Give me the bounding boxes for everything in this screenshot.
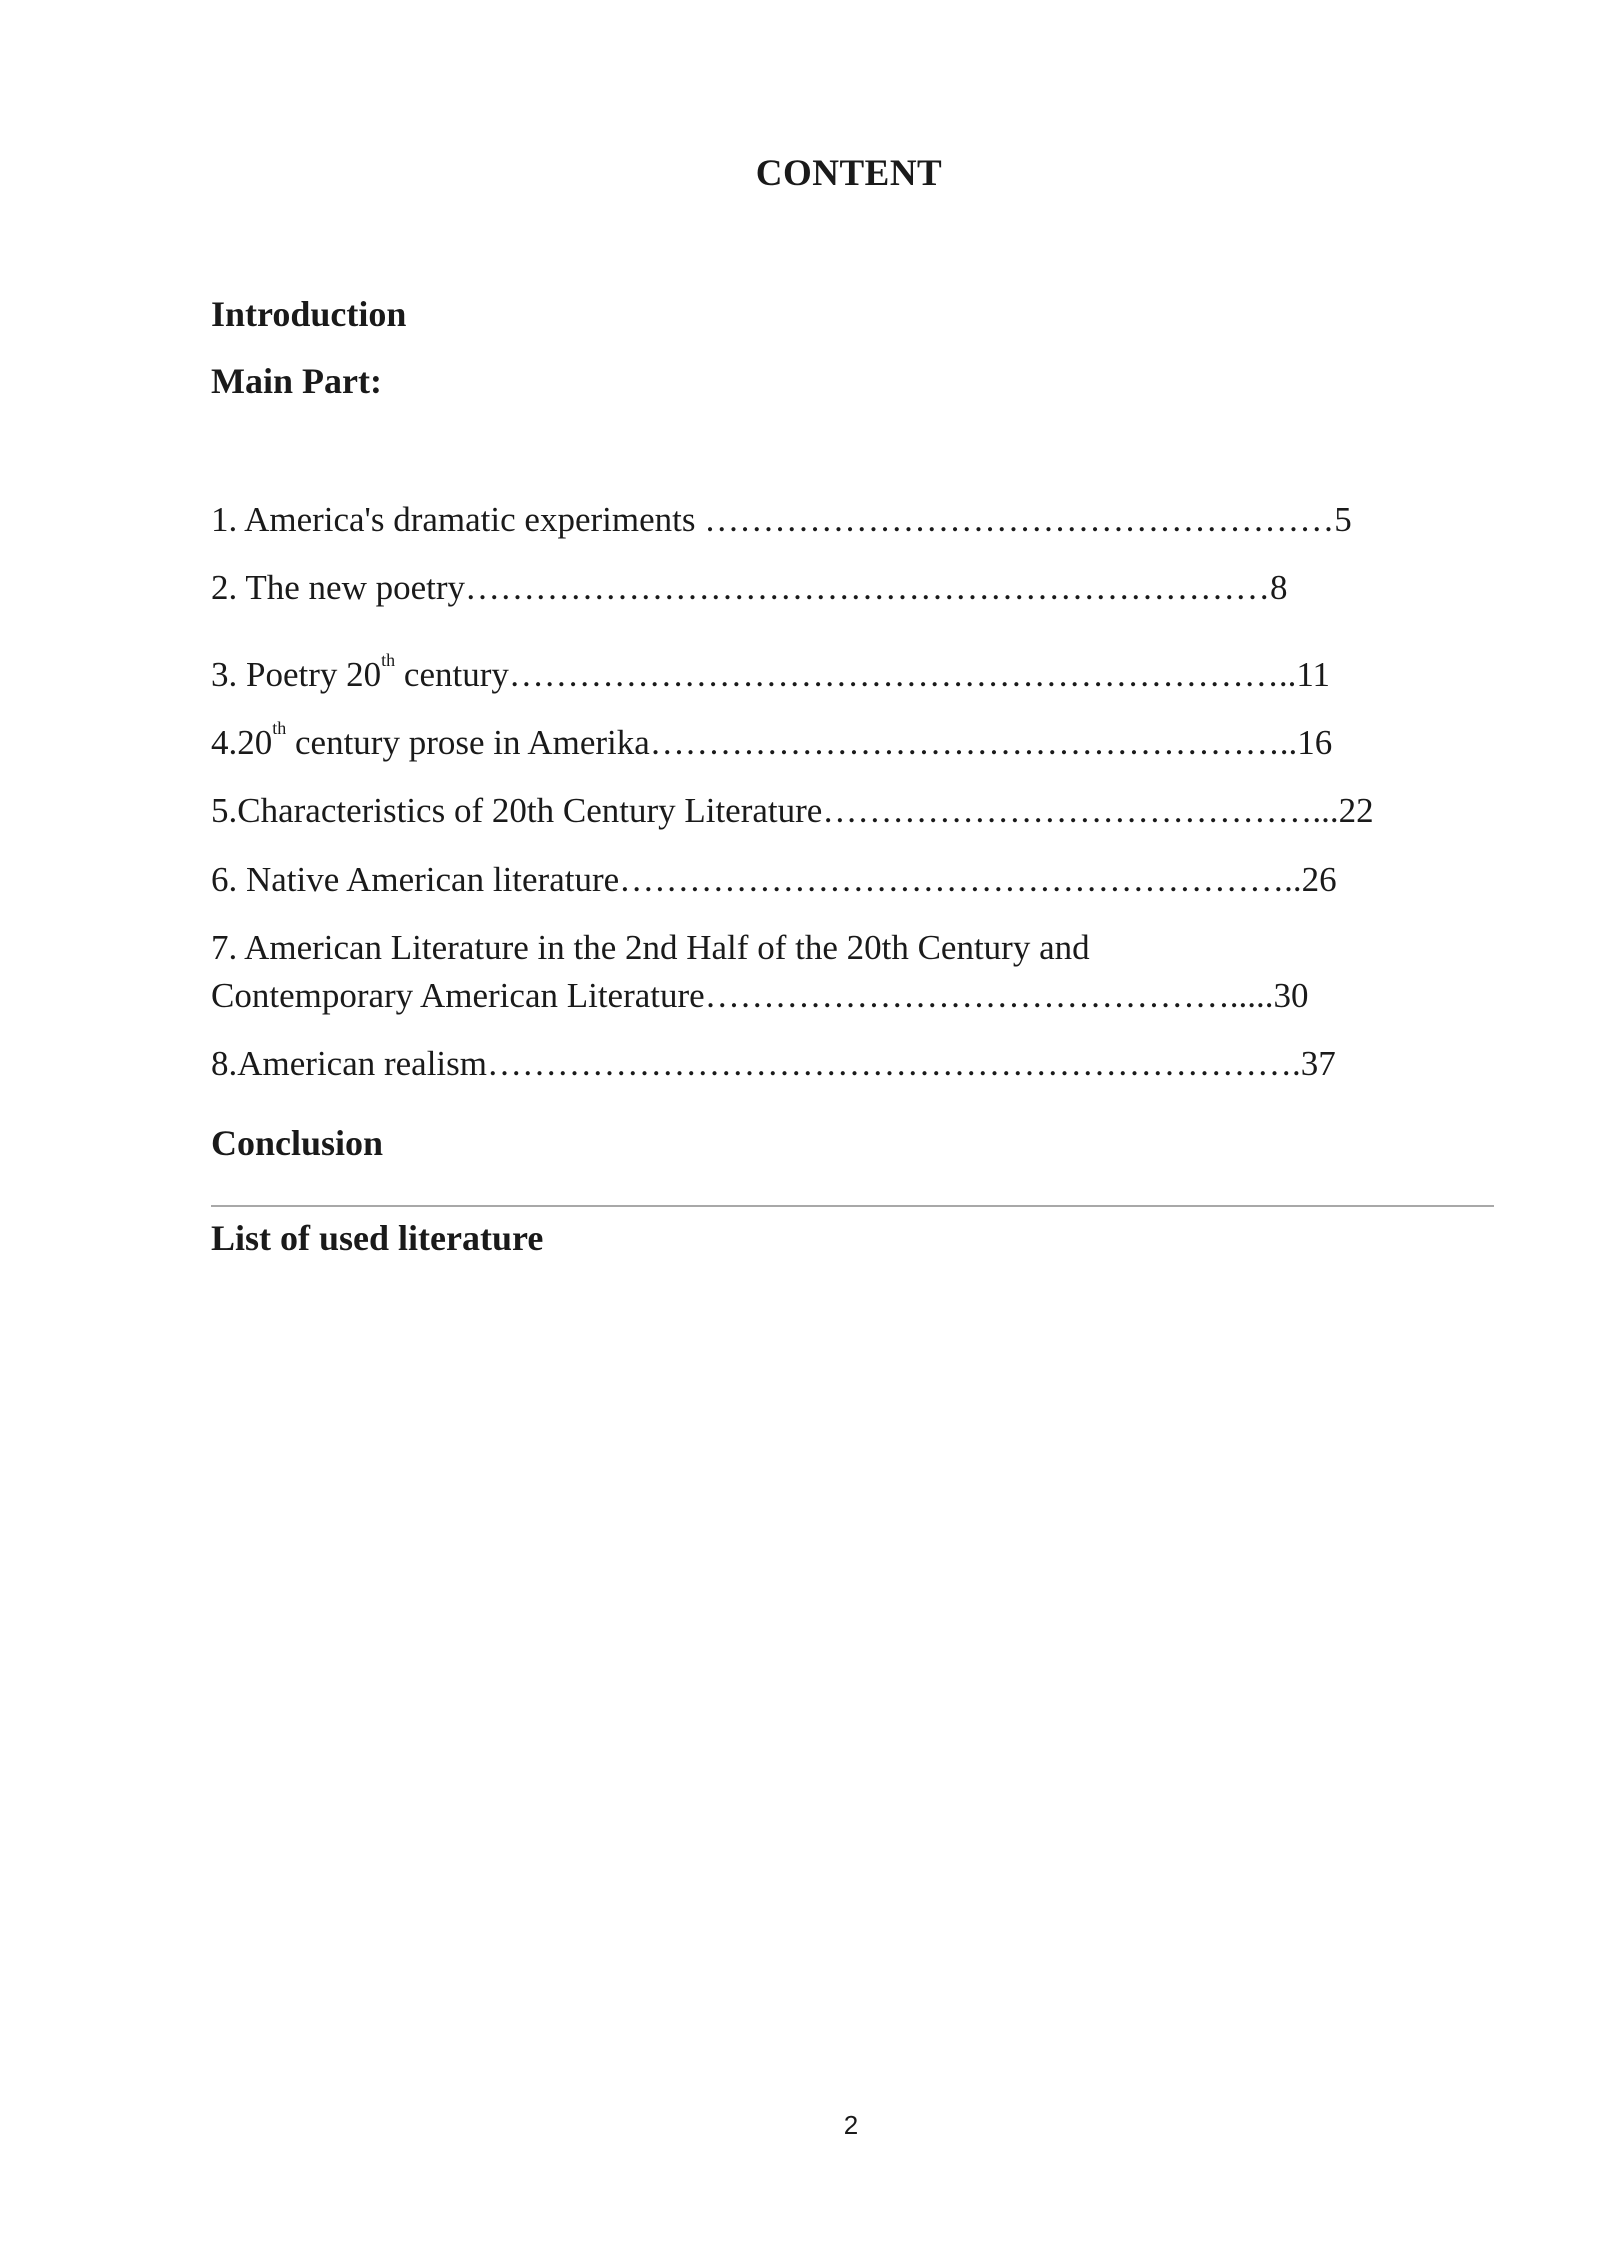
toc-page-number: 22 (1338, 791, 1374, 830)
toc-leader-dots: ………………………………………………………….. (508, 655, 1297, 694)
toc-entry-text-continued: century (395, 655, 509, 694)
toc-page-number: 16 (1297, 723, 1333, 762)
toc-entry-7-line-2 (211, 978, 1308, 1013)
page-title: CONTENT (755, 153, 943, 194)
toc-superscript: th (272, 718, 287, 738)
toc-page-number: 37 (1300, 1044, 1336, 1083)
toc-entry-1 (211, 502, 1352, 537)
toc-entry-6 (211, 862, 1337, 897)
toc-page-number: 11 (1296, 655, 1331, 694)
toc-entry-text: 1. America's dramatic experiments (211, 500, 705, 539)
toc-entry-text: 6. Native American literature (211, 860, 620, 899)
heading-conclusion: Conclusion (211, 1123, 384, 1163)
toc-superscript: th (381, 650, 396, 670)
toc-leader-dots: ………………………………………………….. (619, 860, 1302, 899)
toc-page-number: 5 (1334, 500, 1352, 539)
toc-entry-text: 3. Poetry 20 (211, 655, 382, 694)
section-divider (211, 1205, 1494, 1207)
toc-entry-text: 2. The new poetry (211, 568, 466, 607)
toc-leader-dots: ……………………………………………… (704, 500, 1335, 539)
toc-entry-text-continued: century prose in Amerika (286, 723, 650, 762)
toc-entry-text: 4.20 (211, 723, 273, 762)
toc-page-number: 8 (1270, 568, 1288, 607)
toc-entry-7-line-1 (211, 930, 1090, 965)
toc-leader-dots: …………………………………………………………… (465, 568, 1271, 607)
toc-page-number: 30 (1273, 976, 1309, 1015)
toc-leader-dots: ……………………………………………….. (649, 723, 1298, 762)
toc-entry-2 (211, 570, 1288, 605)
toc-entry-4 (211, 718, 1333, 762)
toc-entry-5 (211, 793, 1374, 828)
heading-main-part: Main Part: (211, 361, 382, 401)
toc-entry-text: 5.Characteristics of 20th Century Literature (211, 791, 823, 830)
toc-entry-text: 8.American realism (211, 1044, 488, 1083)
page-number: 2 (843, 2110, 859, 2140)
toc-entry-text: Contemporary American Literature (211, 976, 705, 1015)
toc-entry-text: 7. American Literature in the 2nd Half of the 20th Century and (211, 928, 1090, 967)
heading-list-of-used-literature: List of used literature (211, 1218, 544, 1258)
toc-leader-dots: ………………………………………..... (704, 976, 1274, 1015)
heading-introduction: Introduction (211, 294, 407, 334)
toc-entry-8 (211, 1046, 1336, 1081)
toc-entry-3 (211, 650, 1331, 694)
toc-leader-dots: ……………………………………………………………. (487, 1044, 1301, 1083)
toc-leader-dots: ……………………………………... (822, 791, 1339, 830)
toc-page-number: 26 (1301, 860, 1337, 899)
